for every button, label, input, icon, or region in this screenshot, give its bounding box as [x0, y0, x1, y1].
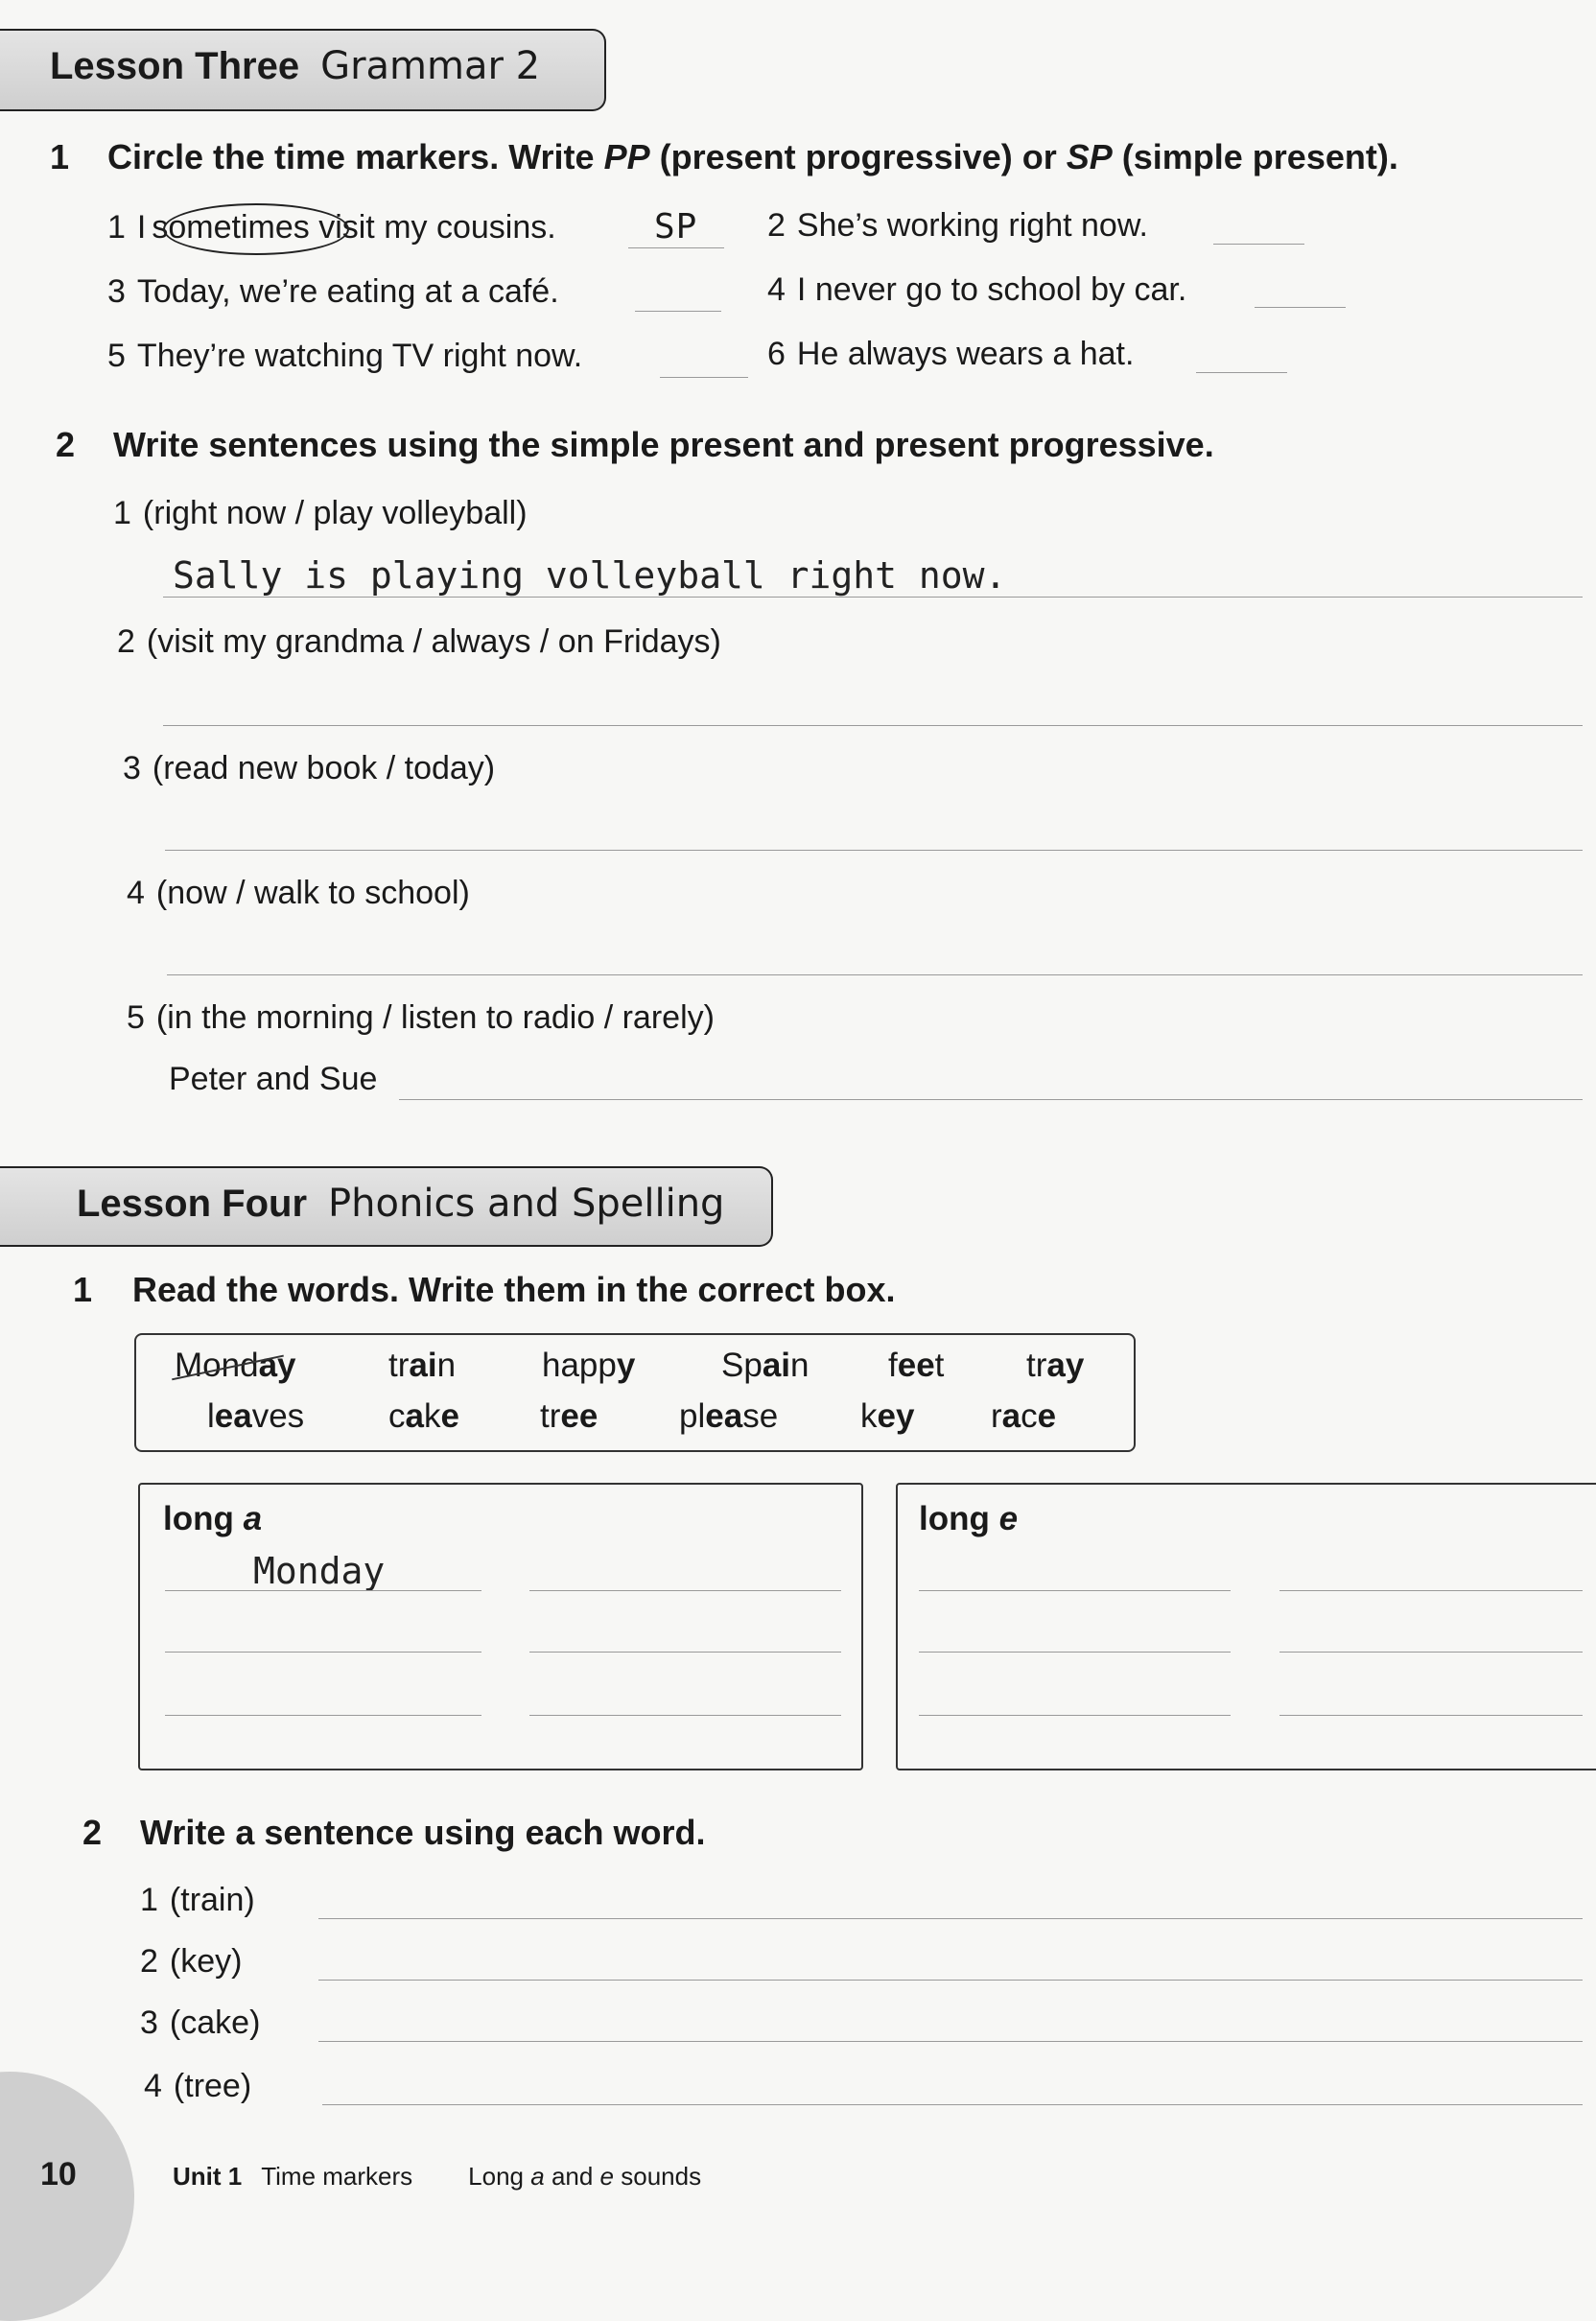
question-item: 3 Today, we’re eating at a café.	[107, 273, 559, 310]
answer-line[interactable]	[318, 1980, 1583, 1981]
answer-line[interactable]	[165, 850, 1583, 851]
word-tray: tray	[1026, 1347, 1085, 1384]
answer-line[interactable]	[635, 311, 721, 312]
answer-line[interactable]	[399, 1099, 1583, 1100]
answer-line[interactable]	[165, 1590, 481, 1591]
word-spain: Spain	[721, 1347, 810, 1384]
answer-line[interactable]	[529, 1590, 841, 1591]
word-leaves: leaves	[207, 1397, 305, 1435]
exercise-instruction: Write a sentence using each word.	[140, 1813, 706, 1852]
exercise-number: 2	[56, 425, 76, 464]
word-tree: tree	[540, 1397, 598, 1435]
answer-line[interactable]	[1279, 1590, 1583, 1591]
word-item: 3 (cake)	[140, 2004, 261, 2041]
exercise-number: 1	[50, 137, 70, 176]
exercise-number: 2	[82, 1813, 103, 1852]
answer-line[interactable]	[919, 1590, 1231, 1591]
footer-unit: Unit 1 Time markers Long a and e sounds	[173, 2162, 702, 2191]
lesson-three-title: Lesson Three Grammar 2	[50, 44, 541, 88]
prompt-item: 1 (right now / play volleyball)	[113, 495, 528, 531]
question-item: 1 I sometimes visit my cousins.	[107, 209, 556, 246]
answer-line[interactable]	[165, 1652, 481, 1653]
answer-line[interactable]	[1279, 1652, 1583, 1653]
question-item: 4 I never go to school by car.	[767, 271, 1187, 308]
page-number: 10	[40, 2156, 77, 2192]
word-please: please	[679, 1397, 779, 1435]
word-train: train	[388, 1347, 457, 1384]
answer-line[interactable]	[322, 2104, 1583, 2105]
word-key: key	[860, 1397, 915, 1435]
exercise-instruction: Write sentences using the simple present and present progressive.	[113, 425, 1214, 464]
answer-line[interactable]	[1255, 307, 1346, 308]
prompt-item: 5 (in the morning / listen to radio / rarely)	[127, 999, 715, 1036]
answer-line[interactable]	[628, 247, 724, 248]
answer-line[interactable]	[529, 1652, 841, 1653]
answer-line[interactable]	[660, 377, 748, 378]
question-item: 5 They’re watching TV right now.	[107, 338, 583, 374]
word-happy: happy	[542, 1347, 636, 1384]
answer-text: SP	[654, 207, 698, 246]
answer-line[interactable]	[167, 974, 1583, 975]
answer-line[interactable]	[919, 1652, 1231, 1653]
question-item: 2 She’s working right now.	[767, 207, 1148, 244]
question-item: 6 He always wears a hat.	[767, 336, 1135, 372]
answer-line[interactable]	[1196, 372, 1287, 373]
prompt-item: 2 (visit my grandma / always / on Fridays)	[117, 623, 721, 660]
answer-line[interactable]	[318, 2041, 1583, 2042]
sentence-starter: Peter and Sue	[169, 1061, 378, 1097]
exercise-instruction: Read the words. Write them in the correct box.	[132, 1270, 896, 1309]
answer-line[interactable]	[919, 1715, 1231, 1716]
answer-line[interactable]	[165, 1715, 481, 1716]
word-item: 2 (key)	[140, 1943, 243, 1980]
answer-line[interactable]	[318, 1918, 1583, 1919]
long-e-label: long e	[919, 1500, 1019, 1537]
handwritten-answer: Sally is playing volleyball right now.	[173, 554, 1007, 597]
word-feet: feet	[888, 1347, 945, 1384]
handwritten-answer: Monday	[253, 1550, 386, 1592]
time-marker-circle	[163, 203, 349, 255]
answer-line[interactable]	[163, 725, 1583, 726]
word-monday: Monday	[175, 1347, 296, 1384]
word-item: 4 (tree)	[144, 2068, 252, 2104]
exercise-number: 1	[73, 1270, 93, 1309]
page-corner	[0, 2072, 134, 2321]
answer-line[interactable]	[1213, 244, 1304, 245]
word-item: 1 (train)	[140, 1882, 255, 1918]
exercise-instruction: Circle the time markers. Write PP (present progressive) or SP (simple present).	[107, 137, 1398, 176]
answer-line[interactable]	[1279, 1715, 1583, 1716]
prompt-item: 3 (read new book / today)	[123, 750, 496, 786]
answer-line[interactable]	[163, 597, 1583, 598]
long-a-label: long a	[163, 1500, 263, 1537]
prompt-item: 4 (now / walk to school)	[127, 875, 470, 911]
lesson-four-title: Lesson Four Phonics and Spelling	[77, 1182, 725, 1226]
word-race: race	[991, 1397, 1057, 1435]
answer-line[interactable]	[529, 1715, 841, 1716]
word-cake: cake	[388, 1397, 459, 1435]
